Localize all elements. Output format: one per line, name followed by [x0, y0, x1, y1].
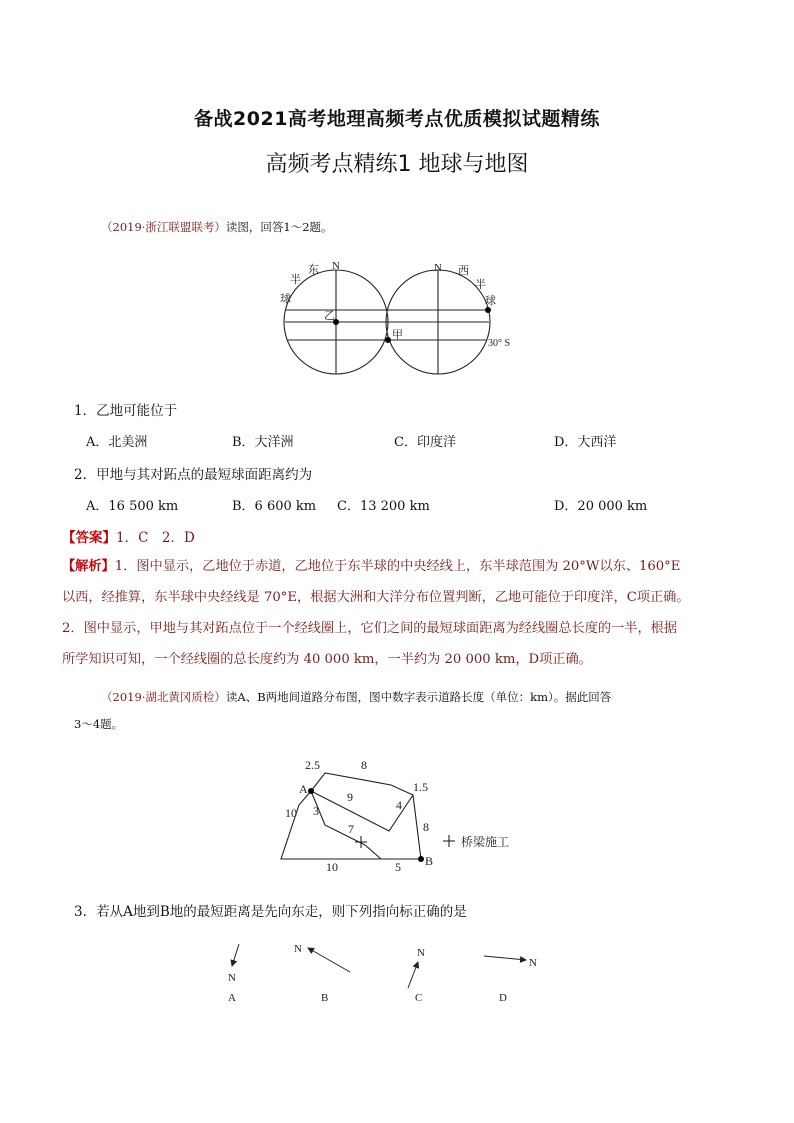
label-4: 4 — [396, 798, 402, 812]
road-network-figure — [275, 755, 535, 875]
arrow-a — [232, 944, 239, 966]
group1-instruction: 读图，回答1～2题。 — [225, 220, 333, 234]
answer-block — [62, 526, 195, 546]
label-1-5: 1.5 — [413, 780, 428, 794]
arrow-d — [484, 956, 526, 960]
label-2-5: 2.5 — [305, 758, 320, 772]
road-3-7 — [311, 791, 381, 859]
western-edge-dot — [485, 307, 491, 313]
group1-intro — [101, 219, 333, 235]
label-9: 9 — [347, 790, 353, 804]
group2-intro — [101, 689, 731, 705]
arrow-a-n: N — [228, 972, 236, 984]
hemispheres-figure — [270, 258, 510, 378]
legend-bridge-label: 桥梁施工 — [461, 835, 510, 849]
left-ban-label: 半 — [290, 274, 301, 286]
label-3: 3 — [313, 804, 319, 818]
label-8-right: 8 — [423, 820, 429, 834]
left-qiu-label: 球 — [280, 293, 291, 305]
left-north-label: N — [332, 260, 340, 272]
option-letter-b: B — [321, 992, 329, 1004]
point-a-dot — [308, 788, 314, 794]
label-7: 7 — [348, 822, 354, 836]
group2-source: （2019·湖北黄冈质检） — [101, 690, 226, 704]
q1-option-a: A．北美洲 — [86, 435, 148, 450]
right-qiu-label: 球 — [485, 295, 496, 307]
document-subtitle: 高频考点精练1 地球与地图 — [265, 152, 529, 177]
analysis-line-1-text: 1．图中显示，乙地位于赤道，乙地位于东半球的中央经线上，东半球范围为 20°W以东、160°E — [114, 559, 681, 574]
jia-label: 甲 — [392, 329, 403, 341]
right-ban-label: 半 — [475, 279, 486, 291]
q3-stem: 3．若从A地到B地的最短距离是先向东走，则下列指向标正确的是 — [74, 904, 467, 920]
q1-stem: 1．乙地可能位于 — [74, 403, 178, 419]
label-10-left: 10 — [285, 806, 297, 820]
group2-instruction: 读A、B两地间道路分布图，图中数字表示道路长度（单位：km）。据此回答 — [225, 690, 612, 704]
q2-option-a: A．16 500 km — [86, 499, 179, 514]
q3-arrows-figure — [210, 936, 550, 1008]
analysis-line-3: 2．图中显示，甲地与其对跖点位于一个经线圈上，它们之间的最短球面距离为经线圈总长度的一半，根据 — [62, 621, 678, 636]
q2-stem: 2．甲地与其对跖点的最短球面距离约为 — [74, 467, 313, 483]
arrow-b — [308, 948, 350, 972]
q1-option-c: C．印度洋 — [394, 435, 456, 450]
q1-option-b: B．大洋洲 — [232, 435, 294, 450]
answer-tag: 【答案】 — [62, 530, 116, 546]
arrow-b-n: N — [294, 943, 302, 955]
q2-option-c: C．13 200 km — [337, 499, 430, 514]
label-5: 5 — [395, 860, 401, 874]
arrow-c — [408, 962, 418, 988]
point-b-dot — [418, 856, 424, 862]
document-title: 备战2021高考地理高频考点优质模拟试题精练 — [194, 108, 600, 130]
arrow-c-n: N — [417, 947, 425, 959]
right-xi-label: 西 — [458, 265, 469, 277]
group2-instruction-cont: 3～4题。 — [74, 717, 124, 731]
q2-option-d: D．20 000 km — [554, 499, 648, 514]
label-8-top: 8 — [361, 758, 367, 772]
analysis-line-4: 所学知识可知，一个经线圈的总长度约为 40 000 km，一半约为 20 000 km，D项正确。 — [62, 652, 592, 667]
analysis-line-1 — [62, 551, 742, 582]
arrow-d-n: N — [529, 957, 537, 969]
label-10-bottom: 10 — [326, 860, 338, 874]
analysis-tag: 【解析】 — [62, 559, 115, 574]
analysis-line-2: 以西，经推算，东半球中央经线是 70°E，根据大洲和大洋分布位置判断，乙地可能位于印度洋，C项正确。 — [62, 590, 690, 605]
group1-source: （2019·浙江联盟联考） — [101, 220, 226, 234]
analysis-block — [62, 551, 742, 675]
option-letter-a: A — [228, 992, 236, 1004]
answer-text: 1．C 2．D — [116, 530, 195, 546]
label-b: B — [425, 854, 434, 868]
option-letter-c: C — [415, 992, 423, 1004]
q2-option-b: B．6 600 km — [232, 499, 317, 514]
q1-option-d: D．大西洋 — [554, 435, 617, 450]
right-north-label: N — [434, 262, 442, 274]
yi-label: 乙 — [324, 310, 335, 322]
lat-30s-label: 30° S — [488, 338, 510, 349]
point-jia-dot — [385, 337, 391, 343]
left-dong-label: 东 — [308, 264, 319, 276]
option-letter-d: D — [499, 992, 507, 1004]
label-a: A — [299, 782, 308, 796]
